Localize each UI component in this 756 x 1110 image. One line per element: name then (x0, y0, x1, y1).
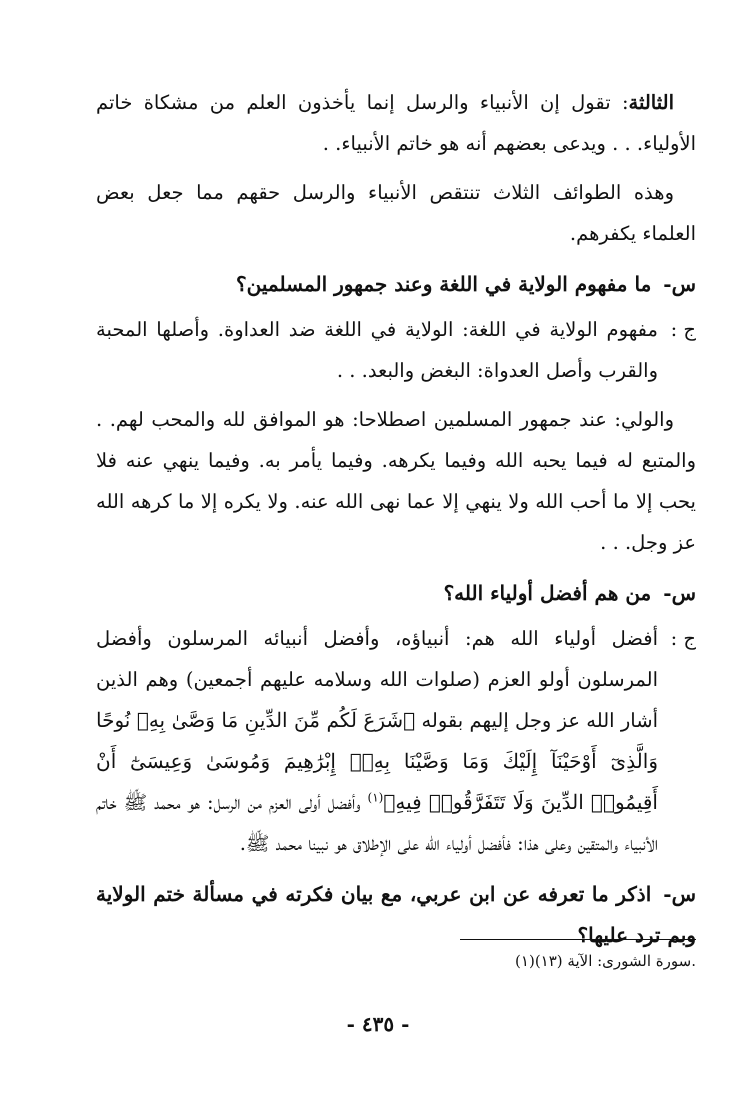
footnote-reference: (١) (367, 790, 384, 805)
wali-paragraph: والولي: عند جمهور المسلمين اصطلاحا: هو الموافق لله والمحب لهم. . والمتبع له فيما يحبه الله وفيما يكرهه. وفيما يأمر به. وفيما ينهي عنه فلا يحب إلا ما أحب الله ولا ينهي إلا عما نهى الله عنه. ولا يكره إلا ما كرهه الله عز وجل. . . (96, 408, 696, 554)
question-marker: س- (663, 581, 696, 605)
answer-2-after: وأفضل أولى العزم من الرسل: هو محمد ﷺ خاتم الأنبياء والمتقين وعلى هذا: فأفضل أولياء الله على الإطلاق هو نبينا محمد ﷺ. (96, 791, 658, 855)
answer-2 (96, 618, 696, 864)
answer-marker: ج : (670, 318, 696, 341)
question-marker: س- (663, 272, 696, 296)
question-3-text: اذكر ما تعرفه عن ابن عربي، مع بيان فكرته في مسألة ختم الولاية وبم ترد عليها؟ (96, 882, 696, 947)
answer-1 (96, 309, 696, 391)
question-2 (96, 573, 696, 614)
page-number: - ٤٣٥ - (346, 1012, 410, 1036)
answer-2-before: أفضل أولياء الله هم: أنبياؤه، وأفضل أنبيائه المرسلون وأفضل المرسلون أولو العزم (صلوات الله وسلامه عليهم أجمعين) وهم الذين أشار الله عز وجل إليهم بقوله (96, 627, 659, 732)
quran-verse: ﴿شَرَعَ لَكُم مِّنَ الدِّينِ مَا وَصَّىٰ بِهِۦ نُوحًا وَالَّذِىٓ أَوْحَيْنَآ إِلَيْكَ وَمَا وَصَّيْنَا بِهِۦٓ إِبْرَٰهِيمَ وَمُوسَىٰ وَعِيسَىٰٓ أَنْ أَقِيمُوا۟ الدِّينَ وَلَا تَتَفَرَّقُوا۟ فِيهِ﴾ (96, 708, 658, 814)
footnote-number: (١) (515, 952, 535, 970)
question-1-text: ما مفهوم الولاية في اللغة وعند جمهور المسلمين؟ (236, 272, 652, 296)
question-1 (96, 264, 696, 305)
summary-paragraph: وهذه الطوائف الثلاث تنتقص الأنبياء والرسل حقهم مما جعل بعض العلماء يكفرهم. (96, 181, 696, 245)
intro-label: الثالثة (628, 91, 674, 114)
footnote-text: سورة الشورى: الآية (١٣). (534, 952, 696, 970)
answer-marker: ج : (670, 627, 696, 650)
question-3 (96, 874, 696, 956)
answer-1-text: مفهوم الولاية في اللغة: الولاية في اللغة ضد العداوة. وأصلها المحبة والقرب وأصل العدواة: البغض والبعد. . . (96, 318, 658, 382)
question-2-text: من هم أفضل أولياء الله؟ (443, 581, 652, 605)
footnote (501, 948, 696, 974)
intro-paragraph (96, 82, 696, 164)
intro-text: : تقول إن الأنبياء والرسل إنما يأخذون العلم من مشكاة خاتم الأولياء. . . ويدعى بعضهم أنه هو خاتم الأنبياء. . (96, 91, 696, 155)
question-marker: س- (663, 882, 696, 906)
footnote-divider (460, 939, 696, 940)
